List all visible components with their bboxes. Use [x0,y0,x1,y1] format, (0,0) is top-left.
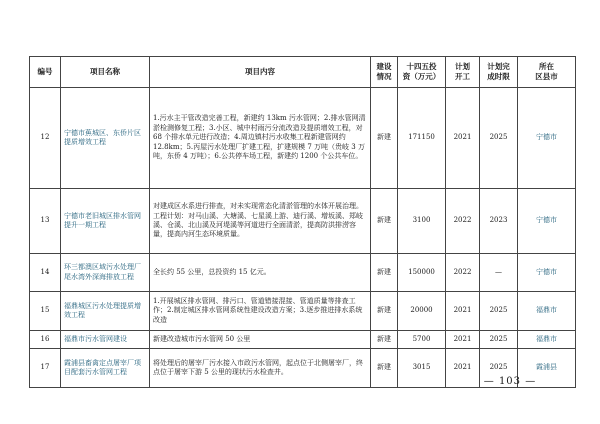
cell-invest: 171150 [398,88,446,189]
cell-content: 新建改造城市污水管网 50 公里 [150,331,371,349]
cell-content: 对建成区水系进行排查，对未实现常态化清淤管理的水体开展治理。工程计划：对马山溪、大塘溪、七星溪上游、迪行溪、增坂溪、郑岐溪、仓溪、北山溪及河堤溪等河道进行全面清淤，提高防洪排涝容量，提高内河生态环境质量。 [150,189,371,254]
cell-nature: 新建 [371,189,398,254]
cell-end: 2023 [480,189,518,254]
header-county [518,57,576,88]
header-name: 项目名称 [61,57,150,88]
cell-content: 全长约 55 公里，总投资约 15 亿元。 [150,254,371,292]
cell-invest: 3015 [398,349,446,388]
cell-end: 2025 [480,349,518,388]
cell-invest: 150000 [398,254,446,292]
project-table [29,56,576,388]
header-nature-line1: 建设 [376,61,392,71]
header-start [446,57,480,88]
cell-id: 16 [30,331,61,349]
cell-id: 15 [30,292,61,331]
cell-id: 14 [30,254,61,292]
cell-end: — [480,254,518,292]
cell-name: 宁德市老旧城区排水管网提升一期工程 [61,189,150,254]
header-nature-line2: 情况 [376,72,392,81]
cell-id: 12 [30,88,61,189]
header-end [480,57,518,88]
header-end-line2: 成时限 [487,72,510,81]
cell-nature: 新建 [371,88,398,189]
header-invest [398,57,446,88]
cell-name: 福鼎市污水管网建设 [61,331,150,349]
cell-id: 13 [30,189,61,254]
header-id: 编号 [30,57,61,88]
header-invest-line2: 资（万元） [402,72,441,81]
cell-end: 2025 [480,331,518,349]
header-start-line2: 开工 [455,72,470,81]
cell-county: 宁德市 [518,254,576,292]
cell-end: 2025 [480,88,518,189]
cell-county: 福鼎市 [518,292,576,331]
cell-name: 宁德市蕉城区、东侨片区提质增效工程 [61,88,150,189]
cell-county: 宁德市 [518,88,576,189]
cell-content: 1.污水主干管改造完善工程，新建约 13km 污水管网；2.排水管网清淤检测修复工程；3.小区、城中村雨污分流改造及提质增效工程，对 68 个排水单元进行改造；4.周边镇村污水收集工程新建管网约 12.8km；5.丙屋污水处理厂扩建工程，扩建规模 7 万吨（贵岐 3 万吨，东侨 4 万吨）；6.公共停车场工程，新建约 1200 个公共车位。 [150,88,371,189]
cell-name: 福鼎城区污水处理提质增效工程 [61,292,150,331]
cell-start: 2021 [446,292,480,331]
cell-nature: 新建 [371,254,398,292]
table-row [30,254,576,292]
cell-start: 2021 [446,349,480,388]
cell-invest: 3100 [398,189,446,254]
cell-name: 环三都澳区域污水处理厂尾水湾外深海排放工程 [61,254,150,292]
header-start-line1: 计划 [455,61,470,71]
cell-start: 2022 [446,189,480,254]
header-end-line1: 计划完 [487,61,510,71]
cell-nature: 新建 [371,331,398,349]
cell-start: 2021 [446,331,480,349]
cell-invest: 20000 [398,292,446,331]
cell-start: 2022 [446,254,480,292]
header-county-line2: 区县市 [535,72,558,81]
cell-content: 1.开展城区排水管网、排污口、管道错接混接、管道质量等排查工作；2.制定城区排水管网系统性建设改造方案；3.逐步推进排水系统改造 [150,292,371,331]
table-row [30,189,576,254]
cell-county: 霞浦县 [518,349,576,388]
cell-start: 2021 [446,88,480,189]
table-header-row [30,57,576,88]
cell-content: 将处理后的屠宰厂污水接入市政污水管网，起点位于北侧屠宰厂，终点位于屠宰下游 5 公里的现状污水检查井。 [150,349,371,388]
header-invest-line1: 十四五投 [406,61,437,71]
cell-invest: 5700 [398,331,446,349]
cell-end: 2025 [480,292,518,331]
header-county-line1: 所在 [539,61,554,71]
cell-county: 宁德市 [518,189,576,254]
table-row [30,292,576,331]
page-number: — 103 — [483,376,537,387]
cell-nature: 新建 [371,292,398,331]
cell-name: 霞浦县畜禽定点屠宰厂项目配套污水管网工程 [61,349,150,388]
cell-nature: 新建 [371,349,398,388]
header-nature [371,57,398,88]
cell-county: 福鼎市 [518,331,576,349]
header-content: 项目内容 [150,57,371,88]
table-row [30,331,576,349]
table-row [30,88,576,189]
cell-id: 17 [30,349,61,388]
